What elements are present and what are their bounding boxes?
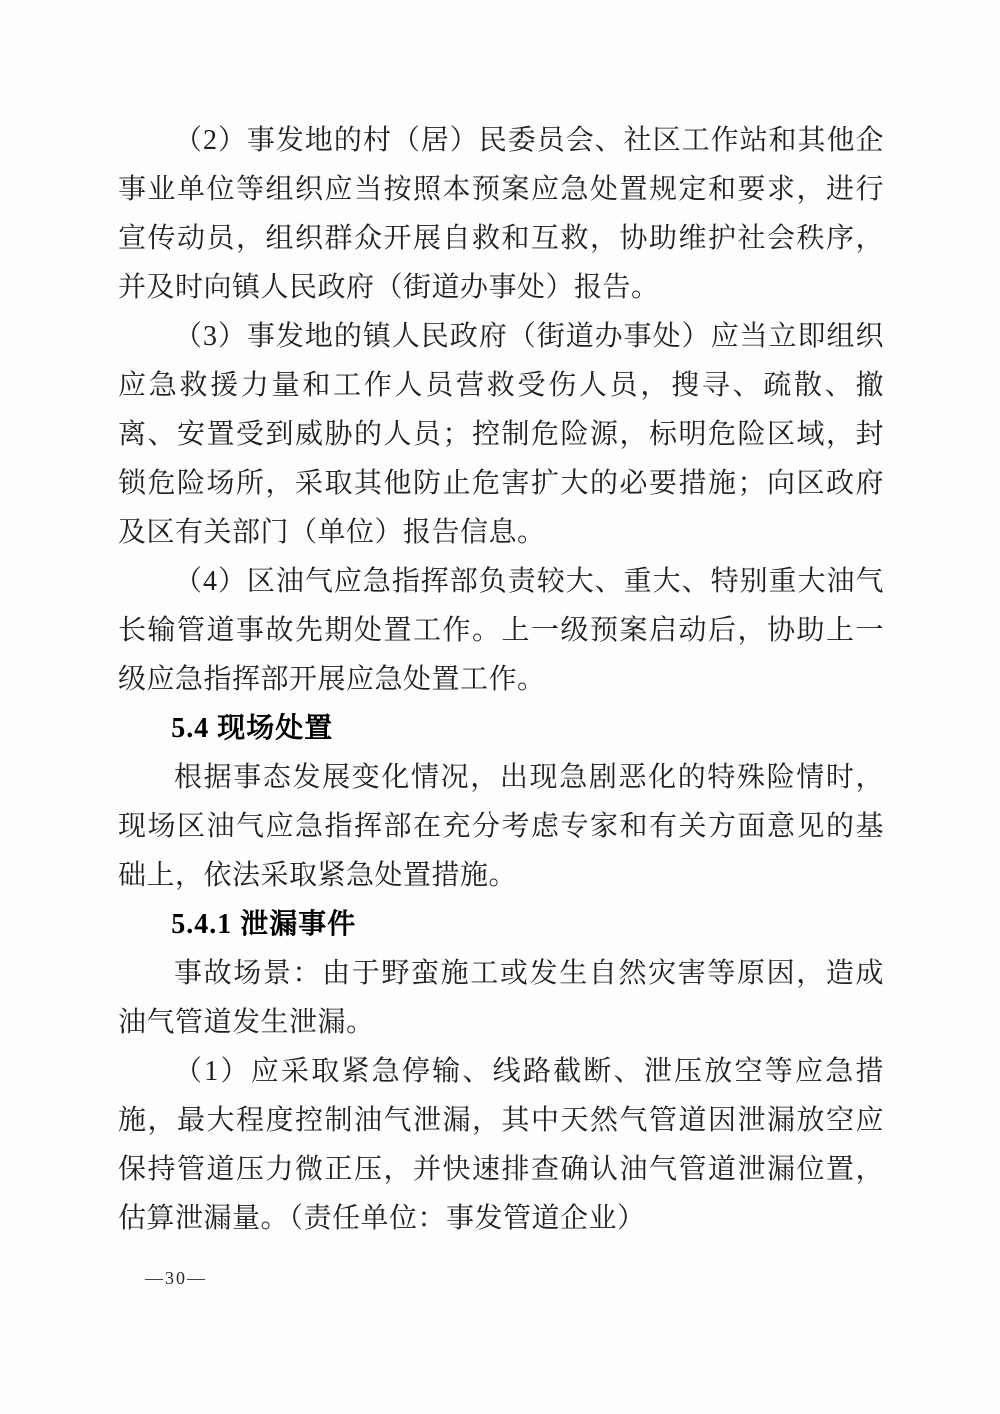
paragraph-item-2: （2）事发地的村（居）民委员会、社区工作站和其他企事业单位等组织应当按照本预案应急处置规定和要求，进行宣传动员，组织群众开展自救和互救，协助维护社会秩序，并及时向镇人民政府（街道办事处）报告。: [118, 125, 884, 303]
section-heading-5-4-1: 5.4.1 泄漏事件: [171, 909, 357, 940]
page-number: —30—: [145, 1268, 207, 1288]
paragraph-scene-handling: 根据事态发展变化情况，出现急剧恶化的特殊险情时，现场区油气应急指挥部在充分考虑专家和有关方面意见的基础上，依法采取紧急处置措施。: [118, 762, 884, 891]
document-body: [118, 116, 884, 1243]
paragraph-measure-1: （1）应采取紧急停输、线路截断、泄压放空等应急措施，最大程度控制油气泄漏，其中天然气管道因泄漏放空应保持管道压力微正压，并快速排查确认油气管道泄漏位置，估算泄漏量。（责任单位：事发管道企业）: [118, 1056, 884, 1234]
section-heading-5-4: 5.4 现场处置: [171, 713, 334, 744]
paragraph-item-4: （4）区油气应急指挥部负责较大、重大、特别重大油气长输管道事故先期处置工作。上一级预案启动后，协助上一级应急指挥部开展应急处置工作。: [118, 566, 884, 695]
paragraph-item-3: （3）事发地的镇人民政府（街道办事处）应当立即组织应急救援力量和工作人员营救受伤人员，搜寻、疏散、撤离、安置受到威胁的人员；控制危险源，标明危险区域，封锁危险场所，采取其他防止危害扩大的必要措施；向区政府及区有关部门（单位）报告信息。: [118, 321, 884, 548]
paragraph-accident-scenario: 事故场景：由于野蛮施工或发生自然灾害等原因，造成油气管道发生泄漏。: [118, 958, 884, 1038]
